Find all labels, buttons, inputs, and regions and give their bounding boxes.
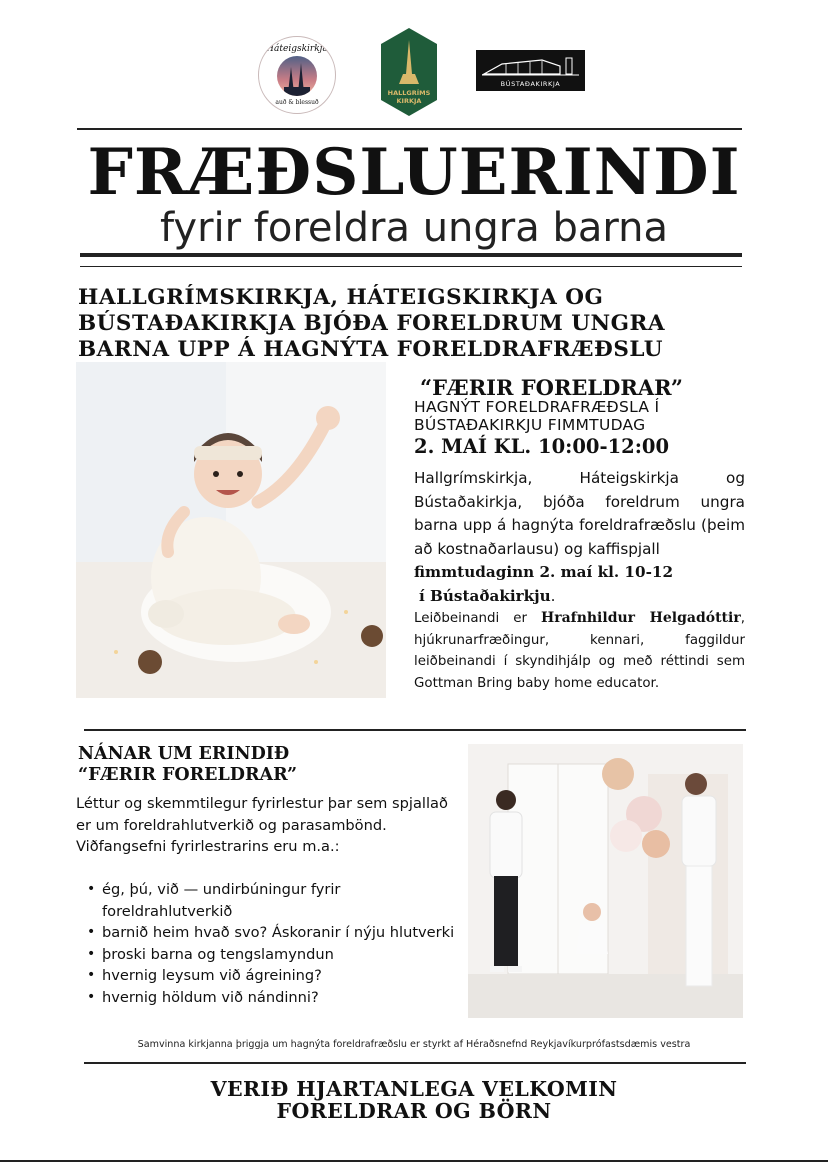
hateigskirkja-logo [258,36,336,114]
baby-photo [76,362,386,698]
bustadakirkja-logo [476,50,585,91]
page-title: FRÆÐSLUERINDI [87,135,741,210]
event-subtitle: HAGNÝT FORELDRAFRÆÐSLA Í BÚSTAÐAKIRKJU FIMMTUDAG [414,398,660,434]
list-item: • hvernig höldum við nándinni? [90,987,460,1009]
details-heading-line2: “FÆRIR FORELDRAR” [78,765,298,785]
instructor-name: Hrafnhildur Helgadóttir [541,610,741,626]
event-paragraph-1-text: Hallgrímskirkja, Háteigskirkja og Bústaðakirkja, bjóða foreldrum ungra barna upp á hagnýta foreldrafræðslu (þeim að kostnaðarlausu) og kaffispjall [414,469,745,558]
section-divider [84,729,746,731]
hallgrimskirkja-logo-line1: HALLGRÍMS [387,89,431,97]
details-description-text: Léttur og skemmtilegur fyrirlestur þar sem spjallað er um foreldrahlutverkið og parasambönd. [76,795,448,834]
details-heading-line1: NÁNAR UM ERINDIÐ [78,744,290,764]
list-item: • þroski barna og tengslamyndun [90,944,460,966]
event-paragraph-2-end: , hjúkrunarfræðingur, kennari, faggildur leiðbeinandi í skyndihjálp og með réttindi sem Gottman Bring baby home educator. [414,611,745,691]
family-photo [468,744,743,1018]
welcome-line1: VERIÐ HJARTANLEGA VELKOMIN [210,1077,618,1101]
details-description [76,793,456,858]
baby-illustration [76,362,386,698]
welcome-line2: FORELDRAR OG BÖRN [276,1099,552,1123]
page-bottom-rule [0,1160,828,1162]
event-paragraph-1 [414,467,745,609]
event-paragraph-2-text: Leiðbeinandi er [414,611,527,626]
page-subtitle: fyrir foreldra ungra barna [160,205,668,251]
hallgrimskirkja-logo [381,28,437,116]
event-paragraph-2 [414,608,745,694]
sponsor-footnote: Samvinna kirkjanna þriggja um hagnýta foreldrafræðslu er styrkt af Héraðsnefnd Reykjavíkurprófastsdæmis vestra [137,1039,691,1050]
hateigskirkja-logo-name: Háteigskirkja [266,44,328,54]
title-bottom-rule-thick [80,253,742,257]
family-illustration [468,744,743,1018]
event-date: 2. MAÍ KL. 10:00-12:00 [414,435,670,458]
event-paragraph-1-place: í Bústaðakirkju [419,586,551,605]
list-item: • hvernig leysum við ágreining? [90,965,460,987]
details-heading [78,744,438,786]
church-spires-icon [272,55,322,97]
bustadakirkja-logo-name: BÚSTAÐAKIRKJA [500,80,561,88]
church-building-icon [482,54,579,78]
title-bottom-rule-thin [80,266,742,267]
list-item: • barnið heim hvað svo? Áskoranir í nýju hlutverki [90,922,460,944]
topics-list [90,879,460,1008]
hateigskirkja-logo-tagline: auð & blessuð [275,99,319,106]
footer-divider [84,1062,746,1064]
event-paragraph-1-date: fimmtudaginn 2. maí kl. 10-12 [414,563,674,582]
intro-heading: HALLGRÍMSKIRKJA, HÁTEIGSKIRKJA OG BÚSTAÐAKIRKJA BJÓÐA FORELDRUM UNGRA BARNA UPP Á HAGNÝTA FORELDRAFRÆÐSLU [78,285,666,362]
event-paragraph-1-end: . [550,586,556,605]
topics-intro: Viðfangsefni fyrirlestrarins eru m.a.: [76,838,340,855]
list-item: • ég, þú, við — undirbúningur fyrir foreldrahlutverkið [90,879,460,922]
hallgrimskirkja-logo-line2: KIRKJA [396,97,422,105]
title-top-rule [77,128,742,130]
event-title: “FÆRIR FORELDRAR” [420,375,683,400]
logo-row [0,28,828,120]
welcome-message [0,1078,828,1122]
